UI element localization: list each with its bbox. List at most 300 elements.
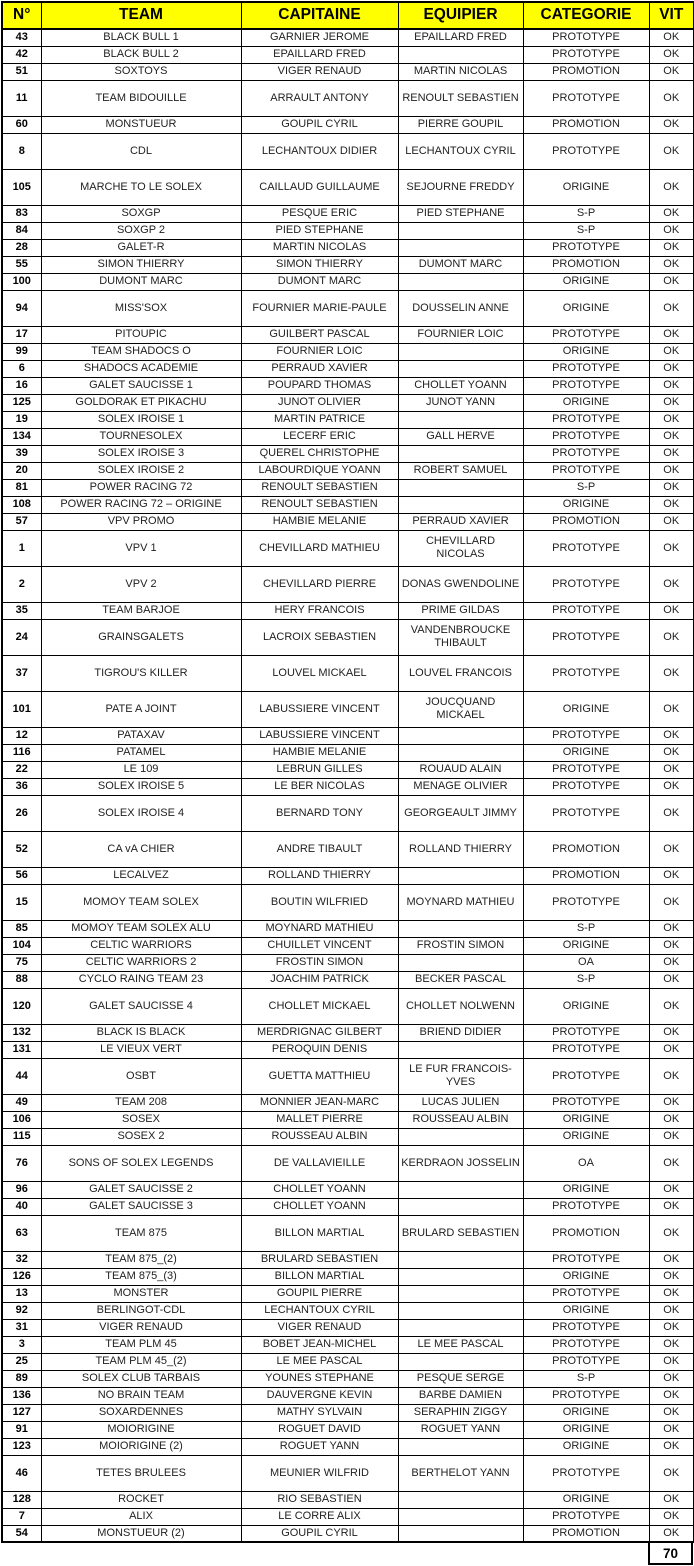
cell-team: PATE A JOINT [41,691,241,727]
cell-vit: OK [649,988,694,1024]
cell-capitaine: GOUPIL PIERRE [241,1285,398,1302]
cell-capitaine: ANDRE TIBAULT [241,831,398,867]
cell-categorie: S-P [523,222,649,239]
cell-equipier [398,1319,523,1336]
table-row [2,479,694,496]
cell-vit: OK [649,205,694,222]
cell-vit: OK [649,884,694,920]
cell-num: 39 [2,445,41,462]
cell-equipier: MOYNARD MATHIEU [398,884,523,920]
table-row [2,169,694,205]
cell-vit: OK [649,795,694,831]
cell-num: 120 [2,988,41,1024]
cell-capitaine: LECHANTOUX CYRIL [241,1302,398,1319]
cell-capitaine: HERY FRANCOIS [241,602,398,619]
cell-capitaine: GOUPIL CYRIL [241,1525,398,1542]
table-row [2,1181,694,1198]
cell-team: SHADOCS ACADEMIE [41,360,241,377]
cell-num: 3 [2,1336,41,1353]
cell-equipier [398,744,523,761]
cell-vit: OK [649,1508,694,1525]
cell-categorie: ORIGINE [523,744,649,761]
cell-vit: OK [649,256,694,273]
cell-vit: OK [649,360,694,377]
table-row [2,1455,694,1491]
cell-categorie: PROTOTYPE [523,727,649,744]
cell-team: TETES BRULEES [41,1455,241,1491]
cell-team: GOLDORAK ET PIKACHU [41,394,241,411]
cell-equipier: MENAGE OLIVIER [398,778,523,795]
table-row [2,222,694,239]
cell-num: 35 [2,602,41,619]
table-row [2,920,694,937]
cell-team: SOLEX IROISE 5 [41,778,241,795]
cell-equipier: ROUSSEAU ALBIN [398,1111,523,1128]
cell-team: SOLEX IROISE 2 [41,462,241,479]
cell-equipier: LUCAS JULIEN [398,1094,523,1111]
cell-num: 15 [2,884,41,920]
cell-categorie: PROTOTYPE [523,1285,649,1302]
table-row [2,394,694,411]
cell-vit: OK [649,428,694,445]
cell-categorie: PROTOTYPE [523,360,649,377]
cell-vit: OK [649,513,694,530]
cell-capitaine: BRULARD SEBASTIEN [241,1251,398,1268]
cell-equipier: DOUSSELIN ANNE [398,290,523,326]
cell-categorie: ORIGINE [523,290,649,326]
cell-capitaine: GARNIER JEROME [241,29,398,46]
cell-team: TEAM 875 [41,1215,241,1251]
cell-categorie: PROMOTION [523,1525,649,1542]
cell-vit: OK [649,445,694,462]
cell-team: SOLEX CLUB TARBAIS [41,1370,241,1387]
cell-equipier [398,1181,523,1198]
cell-team: POWER RACING 72 – ORIGINE [41,496,241,513]
cell-team: SOLEX IROISE 3 [41,445,241,462]
table-row [2,1353,694,1370]
cell-capitaine: PERRAUD XAVIER [241,360,398,377]
cell-capitaine: LABUSSIERE VINCENT [241,691,398,727]
cell-capitaine: LE CORRE ALIX [241,1508,398,1525]
cell-capitaine: ROLLAND THIERRY [241,867,398,884]
cell-equipier [398,1251,523,1268]
cell-team: DUMONT MARC [41,273,241,290]
cell-team: SOXARDENNES [41,1404,241,1421]
cell-equipier [398,1491,523,1508]
table-row [2,1251,694,1268]
table-row [2,1525,694,1542]
cell-num: 132 [2,1024,41,1041]
column-header-team: TEAM [41,2,241,29]
table-row [2,1128,694,1145]
cell-categorie: ORIGINE [523,691,649,727]
cell-equipier: CHOLLET NOLWENN [398,988,523,1024]
cell-num: 63 [2,1215,41,1251]
cell-capitaine: HAMBIE MELANIE [241,513,398,530]
total-count: 70 [648,1543,693,1565]
cell-categorie: PROTOTYPE [523,602,649,619]
cell-num: 32 [2,1251,41,1268]
column-header-capitaine: CAPITAINE [241,2,398,29]
cell-vit: OK [649,116,694,133]
cell-capitaine: MARTIN NICOLAS [241,239,398,256]
cell-categorie: PROTOTYPE [523,1058,649,1094]
cell-equipier [398,46,523,63]
cell-equipier: DONAS GWENDOLINE [398,566,523,602]
cell-capitaine: BILLON MARTIAL [241,1215,398,1251]
cell-capitaine: ROGUET YANN [241,1438,398,1455]
cell-categorie: ORIGINE [523,1181,649,1198]
table-row [2,343,694,360]
cell-equipier: VANDENBROUCKE THIBAULT [398,619,523,655]
cell-categorie: PROTOTYPE [523,884,649,920]
cell-equipier [398,1353,523,1370]
cell-categorie: OA [523,1145,649,1181]
table-row [2,428,694,445]
cell-team: SIMON THIERRY [41,256,241,273]
table-row [2,1438,694,1455]
cell-categorie: PROTOTYPE [523,326,649,343]
cell-categorie: PROTOTYPE [523,1041,649,1058]
cell-num: 55 [2,256,41,273]
cell-team: TEAM SHADOCS O [41,343,241,360]
cell-vit: OK [649,377,694,394]
cell-categorie: PROTOTYPE [523,445,649,462]
cell-team: BLACK BULL 1 [41,29,241,46]
table-row [2,256,694,273]
table-row [2,205,694,222]
cell-vit: OK [649,566,694,602]
cell-num: 12 [2,727,41,744]
cell-equipier [398,727,523,744]
table-row [2,46,694,63]
teams-entry-table [1,1,694,1543]
cell-capitaine: LEBRUN GILLES [241,761,398,778]
cell-categorie: PROTOTYPE [523,530,649,566]
table-row [2,360,694,377]
cell-num: 24 [2,619,41,655]
cell-equipier: CHOLLET YOANN [398,377,523,394]
table-row [2,971,694,988]
table-row [2,691,694,727]
cell-num: 83 [2,205,41,222]
cell-equipier [398,1041,523,1058]
cell-equipier: ROLLAND THIERRY [398,831,523,867]
cell-categorie: PROTOTYPE [523,133,649,169]
table-row [2,1508,694,1525]
cell-equipier: MARTIN NICOLAS [398,63,523,80]
cell-vit: OK [649,1215,694,1251]
cell-capitaine: MOYNARD MATHIEU [241,920,398,937]
cell-categorie: PROTOTYPE [523,46,649,63]
cell-equipier: JUNOT YANN [398,394,523,411]
cell-capitaine: LE MEE PASCAL [241,1353,398,1370]
cell-vit: OK [649,1094,694,1111]
column-header-num: N° [2,2,41,29]
cell-num: 7 [2,1508,41,1525]
cell-capitaine: LOUVEL MICKAEL [241,655,398,691]
footer-row [1,1543,693,1565]
cell-equipier: LE FUR FRANCOIS-YVES [398,1058,523,1094]
cell-vit: OK [649,744,694,761]
cell-vit: OK [649,290,694,326]
table-row [2,1387,694,1404]
cell-team: MARCHE TO LE SOLEX [41,169,241,205]
cell-num: 136 [2,1387,41,1404]
cell-categorie: PROMOTION [523,63,649,80]
cell-num: 44 [2,1058,41,1094]
cell-categorie: S-P [523,479,649,496]
table-row [2,867,694,884]
table-row [2,954,694,971]
cell-categorie: PROTOTYPE [523,239,649,256]
cell-categorie: ORIGINE [523,1438,649,1455]
cell-categorie: S-P [523,205,649,222]
cell-capitaine: LABOURDIQUE YOANN [241,462,398,479]
cell-num: 105 [2,169,41,205]
cell-team: MONSTUEUR [41,116,241,133]
table-row [2,937,694,954]
cell-team: LECALVEZ [41,867,241,884]
cell-categorie: ORIGINE [523,1404,649,1421]
cell-capitaine: YOUNES STEPHANE [241,1370,398,1387]
cell-num: 17 [2,326,41,343]
cell-vit: OK [649,655,694,691]
cell-num: 88 [2,971,41,988]
cell-num: 125 [2,394,41,411]
cell-vit: OK [649,867,694,884]
cell-team: CELTIC WARRIORS 2 [41,954,241,971]
table-body [2,29,694,1542]
cell-num: 115 [2,1128,41,1145]
cell-equipier: ROGUET YANN [398,1421,523,1438]
cell-capitaine: ROUSSEAU ALBIN [241,1128,398,1145]
table-row [2,116,694,133]
table-row [2,655,694,691]
table-row [2,1302,694,1319]
cell-num: 36 [2,778,41,795]
cell-team: GALET SAUCISSE 4 [41,988,241,1024]
cell-equipier [398,479,523,496]
cell-vit: OK [649,1421,694,1438]
cell-categorie: PROTOTYPE [523,1198,649,1215]
cell-capitaine: RENOULT SEBASTIEN [241,479,398,496]
table-row [2,619,694,655]
cell-team: CYCLO RAING TEAM 23 [41,971,241,988]
cell-team: TEAM BIDOUILLE [41,80,241,116]
cell-team: CDL [41,133,241,169]
cell-vit: OK [649,343,694,360]
cell-vit: OK [649,63,694,80]
cell-categorie: ORIGINE [523,1111,649,1128]
cell-num: 42 [2,46,41,63]
cell-equipier: CHEVILLARD NICOLAS [398,530,523,566]
table-row [2,80,694,116]
table-row [2,831,694,867]
cell-num: 13 [2,1285,41,1302]
cell-equipier [398,1438,523,1455]
cell-vit: OK [649,602,694,619]
cell-team: GALET-R [41,239,241,256]
cell-num: 46 [2,1455,41,1491]
cell-categorie: ORIGINE [523,496,649,513]
cell-vit: OK [649,29,694,46]
cell-categorie: PROTOTYPE [523,1353,649,1370]
table-row [2,462,694,479]
cell-num: 92 [2,1302,41,1319]
cell-equipier: FROSTIN SIMON [398,937,523,954]
cell-vit: OK [649,1285,694,1302]
cell-categorie: PROTOTYPE [523,655,649,691]
cell-equipier [398,1198,523,1215]
cell-num: 49 [2,1094,41,1111]
cell-equipier: FOURNIER LOIC [398,326,523,343]
cell-team: TIGROU'S KILLER [41,655,241,691]
cell-capitaine: RENOULT SEBASTIEN [241,496,398,513]
table-row [2,326,694,343]
cell-team: TOURNESOLEX [41,428,241,445]
cell-equipier [398,360,523,377]
cell-team: MOIORIGINE [41,1421,241,1438]
cell-num: 85 [2,920,41,937]
cell-categorie: ORIGINE [523,988,649,1024]
cell-capitaine: CHEVILLARD MATHIEU [241,530,398,566]
cell-vit: OK [649,971,694,988]
cell-capitaine: LECERF ERIC [241,428,398,445]
cell-team: TEAM 875_(2) [41,1251,241,1268]
cell-capitaine: CAILLAUD GUILLAUME [241,169,398,205]
cell-vit: OK [649,920,694,937]
cell-num: 40 [2,1198,41,1215]
cell-capitaine: CHUILLET VINCENT [241,937,398,954]
cell-capitaine: BOUTIN WILFRIED [241,884,398,920]
cell-num: 106 [2,1111,41,1128]
cell-vit: OK [649,1370,694,1387]
cell-categorie: PROTOTYPE [523,619,649,655]
cell-capitaine: POUPARD THOMAS [241,377,398,394]
cell-vit: OK [649,1145,694,1181]
cell-capitaine: QUEREL CHRISTOPHE [241,445,398,462]
cell-vit: OK [649,133,694,169]
cell-capitaine: BOBET JEAN-MICHEL [241,1336,398,1353]
cell-capitaine: ARRAULT ANTONY [241,80,398,116]
table-row [2,1336,694,1353]
cell-vit: OK [649,326,694,343]
cell-team: OSBT [41,1058,241,1094]
cell-team: VIGER RENAUD [41,1319,241,1336]
cell-capitaine: BILLON MARTIAL [241,1268,398,1285]
table-row [2,1370,694,1387]
cell-categorie: ORIGINE [523,1302,649,1319]
cell-team: SOXGP 2 [41,222,241,239]
cell-num: 100 [2,273,41,290]
cell-capitaine: CHOLLET YOANN [241,1198,398,1215]
cell-num: 108 [2,496,41,513]
table-row [2,761,694,778]
cell-vit: OK [649,954,694,971]
cell-num: 134 [2,428,41,445]
cell-equipier: BERTHELOT YANN [398,1455,523,1491]
cell-team: TEAM BARJOE [41,602,241,619]
cell-team: TEAM 875_(3) [41,1268,241,1285]
cell-num: 11 [2,80,41,116]
cell-vit: OK [649,1455,694,1491]
cell-vit: OK [649,1525,694,1542]
cell-categorie: ORIGINE [523,394,649,411]
cell-equipier: BRULARD SEBASTIEN [398,1215,523,1251]
cell-vit: OK [649,619,694,655]
cell-team: BLACK BULL 2 [41,46,241,63]
cell-equipier: BECKER PASCAL [398,971,523,988]
cell-categorie: PROTOTYPE [523,566,649,602]
cell-categorie: ORIGINE [523,273,649,290]
cell-team: SOXGP [41,205,241,222]
cell-capitaine: MEUNIER WILFRID [241,1455,398,1491]
cell-equipier: KERDRAON JOSSELIN [398,1145,523,1181]
cell-equipier: EPAILLARD FRED [398,29,523,46]
cell-team: VPV 2 [41,566,241,602]
cell-categorie: PROMOTION [523,513,649,530]
cell-num: 20 [2,462,41,479]
table-row [2,1319,694,1336]
table-row [2,884,694,920]
cell-categorie: PROMOTION [523,116,649,133]
cell-vit: OK [649,937,694,954]
column-header-equipier: EQUIPIER [398,2,523,29]
cell-equipier: SEJOURNE FREDDY [398,169,523,205]
cell-vit: OK [649,1491,694,1508]
table-row [2,290,694,326]
cell-vit: OK [649,273,694,290]
cell-equipier: JOUCQUAND MICKAEL [398,691,523,727]
cell-categorie: PROTOTYPE [523,1336,649,1353]
cell-num: 26 [2,795,41,831]
cell-vit: OK [649,1302,694,1319]
cell-num: 43 [2,29,41,46]
cell-num: 57 [2,513,41,530]
table-row [2,1145,694,1181]
cell-num: 25 [2,1353,41,1370]
cell-categorie: PROTOTYPE [523,29,649,46]
table-row [2,566,694,602]
cell-num: 91 [2,1421,41,1438]
cell-categorie: PROTOTYPE [523,1024,649,1041]
cell-num: 54 [2,1525,41,1542]
cell-categorie: PROTOTYPE [523,761,649,778]
cell-categorie: PROTOTYPE [523,1319,649,1336]
table-row [2,795,694,831]
cell-capitaine: FOURNIER LOIC [241,343,398,360]
cell-capitaine: HAMBIE MELANIE [241,744,398,761]
cell-vit: OK [649,1404,694,1421]
cell-team: MOMOY TEAM SOLEX ALU [41,920,241,937]
cell-capitaine: PIED STEPHANE [241,222,398,239]
cell-categorie: PROMOTION [523,1215,649,1251]
cell-equipier: PIED STEPHANE [398,205,523,222]
cell-vit: OK [649,411,694,428]
cell-team: ALIX [41,1508,241,1525]
cell-num: 131 [2,1041,41,1058]
cell-equipier [398,239,523,256]
cell-categorie: PROTOTYPE [523,1508,649,1525]
cell-team: MOIORIGINE (2) [41,1438,241,1455]
cell-team: MOMOY TEAM SOLEX [41,884,241,920]
cell-team: MISS'SOX [41,290,241,326]
table-row [2,513,694,530]
cell-team: SOSEX [41,1111,241,1128]
cell-vit: OK [649,1319,694,1336]
cell-vit: OK [649,496,694,513]
